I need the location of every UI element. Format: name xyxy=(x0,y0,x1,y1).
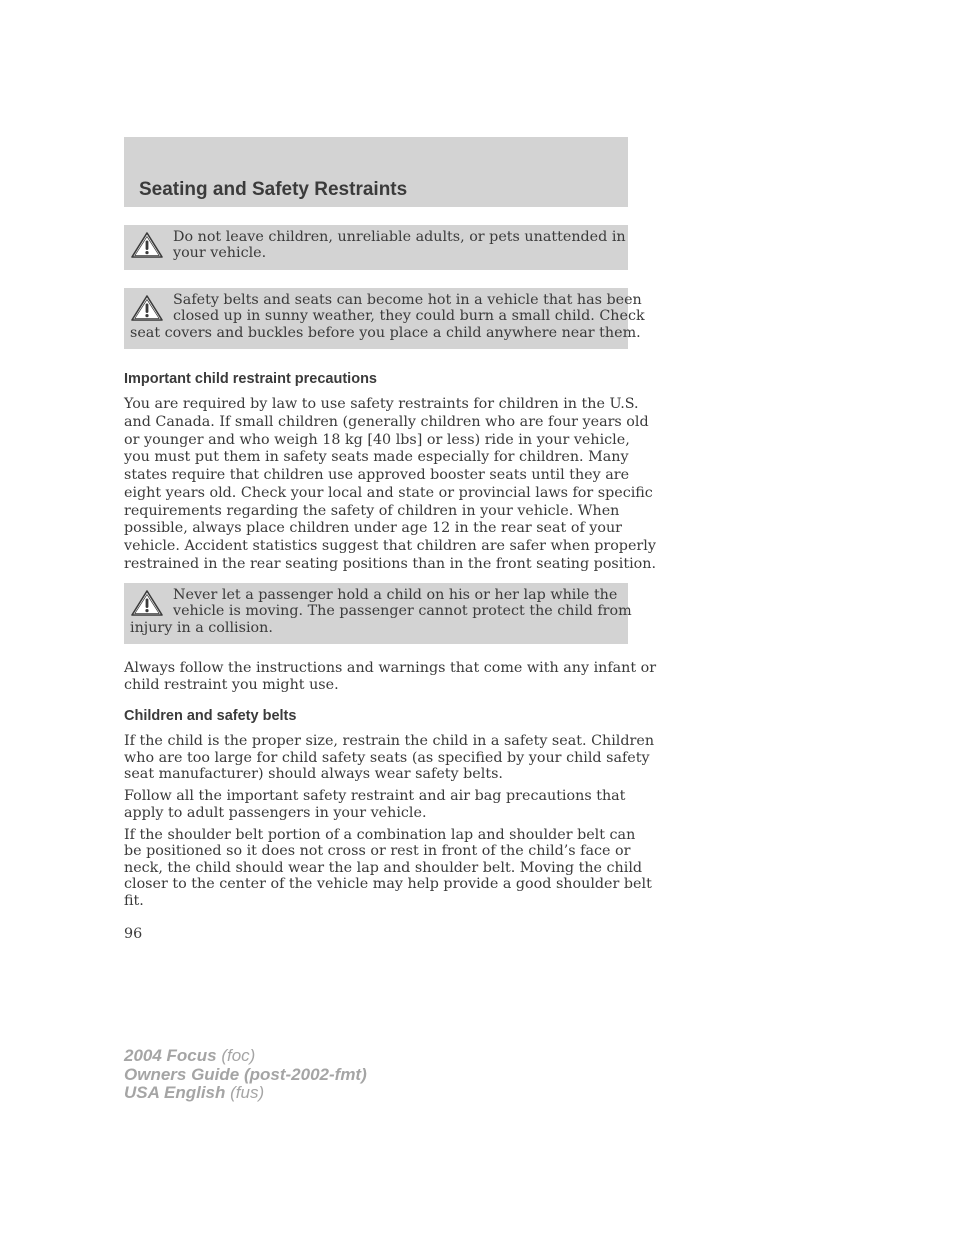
text-line: neck, the child should wear the lap and shoulder belt. Moving the child xyxy=(124,859,643,876)
text-line: states require that children use approved booster seats until they are xyxy=(124,467,630,483)
warning-triangle-icon xyxy=(130,231,164,259)
paragraph-law-requirements xyxy=(124,396,657,574)
warning-triangle-icon xyxy=(130,294,164,322)
text-line: restrained in the rear seating positions than in the front seating position. xyxy=(124,555,657,572)
footer-model-code: (foc) xyxy=(221,1046,256,1065)
footer-line-model xyxy=(124,1047,367,1066)
text-line: Follow all the important safety restraint and air bag precautions that xyxy=(124,788,626,804)
text-line: You are required by law to use safety restraints for children in the U.S. xyxy=(124,396,639,412)
text-line: you must put them in safety seats made especially for children. Many xyxy=(124,449,629,466)
text-line: eight years old. Check your local and state or provincial laws for specific xyxy=(124,484,653,501)
footer-language-code: (fus) xyxy=(230,1083,265,1102)
footer-guide: Owners Guide (post-2002-fmt) xyxy=(124,1064,367,1084)
warning-line: Do not leave children, unreliable adults, or pets unattended in xyxy=(173,229,626,245)
text-line: child restraint you might use. xyxy=(124,677,339,693)
warning-box-lap-child xyxy=(124,583,632,644)
text-line: or younger and who weigh 18 kg [40 lbs] or less) ride in your vehicle, xyxy=(124,431,630,448)
warning-line: injury in a collision. xyxy=(130,619,273,636)
warning-line: vehicle is moving. The passenger cannot protect the child from xyxy=(173,603,632,620)
section-header-band xyxy=(124,137,628,207)
text-line: closer to the center of the vehicle may help provide a good shoulder belt xyxy=(124,876,652,893)
text-line: If the child is the proper size, restrain the child in a safety seat. Children xyxy=(124,733,655,749)
text-line: seat manufacturer) should always wear safety belts. xyxy=(124,766,503,782)
subheading-children-safety-belts: Children and safety belts xyxy=(124,708,297,724)
warning-line: closed up in sunny weather, they could burn a small child. Check xyxy=(173,308,645,325)
warning-line: Safety belts and seats can become hot in a vehicle that has been xyxy=(173,292,642,308)
footer-line-language xyxy=(124,1084,367,1103)
text-line: who are too large for child safety seats (as specified by your child safety xyxy=(124,749,650,766)
text-line: apply to adult passengers in your vehicle. xyxy=(124,804,427,821)
paragraph-adult-precautions xyxy=(124,788,628,821)
text-line: vehicle. Accident statistics suggest that children are safer when properly xyxy=(124,538,656,554)
footer-language: USA English xyxy=(124,1083,226,1102)
text-line: requirements regarding the safety of children in your vehicle. When xyxy=(124,502,620,519)
text-line: If the shoulder belt portion of a combination lap and shoulder belt can xyxy=(124,827,636,843)
paragraph-shoulder-belt xyxy=(124,827,652,909)
section-title: Seating and Safety Restraints xyxy=(139,179,408,200)
warning-box-hot-seats xyxy=(124,288,645,349)
warning-box-unattended xyxy=(124,225,628,270)
text-line: be positioned so it does not cross or rest in front of the child’s face or xyxy=(124,843,631,860)
warning-line: seat covers and buckles before you place a child anywhere near them. xyxy=(130,324,641,341)
subheading-child-restraint-precautions: Important child restraint precautions xyxy=(124,371,377,387)
text-line: Always follow the instructions and warnings that come with any infant or xyxy=(124,660,657,676)
text-line: and Canada. If small children (generally children who are four years old xyxy=(124,413,649,430)
warning-line: your vehicle. xyxy=(173,245,267,262)
footer-model: 2004 Focus xyxy=(124,1046,217,1065)
footer-line-guide xyxy=(124,1066,367,1085)
paragraph-proper-size xyxy=(124,733,655,783)
page-number: 96 xyxy=(124,926,143,942)
document-footer xyxy=(124,1047,367,1103)
paragraph-follow-instructions xyxy=(124,660,657,694)
warning-line: Never let a passenger hold a child on his or her lap while the xyxy=(173,587,618,603)
warning-triangle-icon xyxy=(130,589,164,617)
text-line: possible, always place children under age 12 in the rear seat of your xyxy=(124,520,623,537)
text-line: fit. xyxy=(124,892,144,909)
